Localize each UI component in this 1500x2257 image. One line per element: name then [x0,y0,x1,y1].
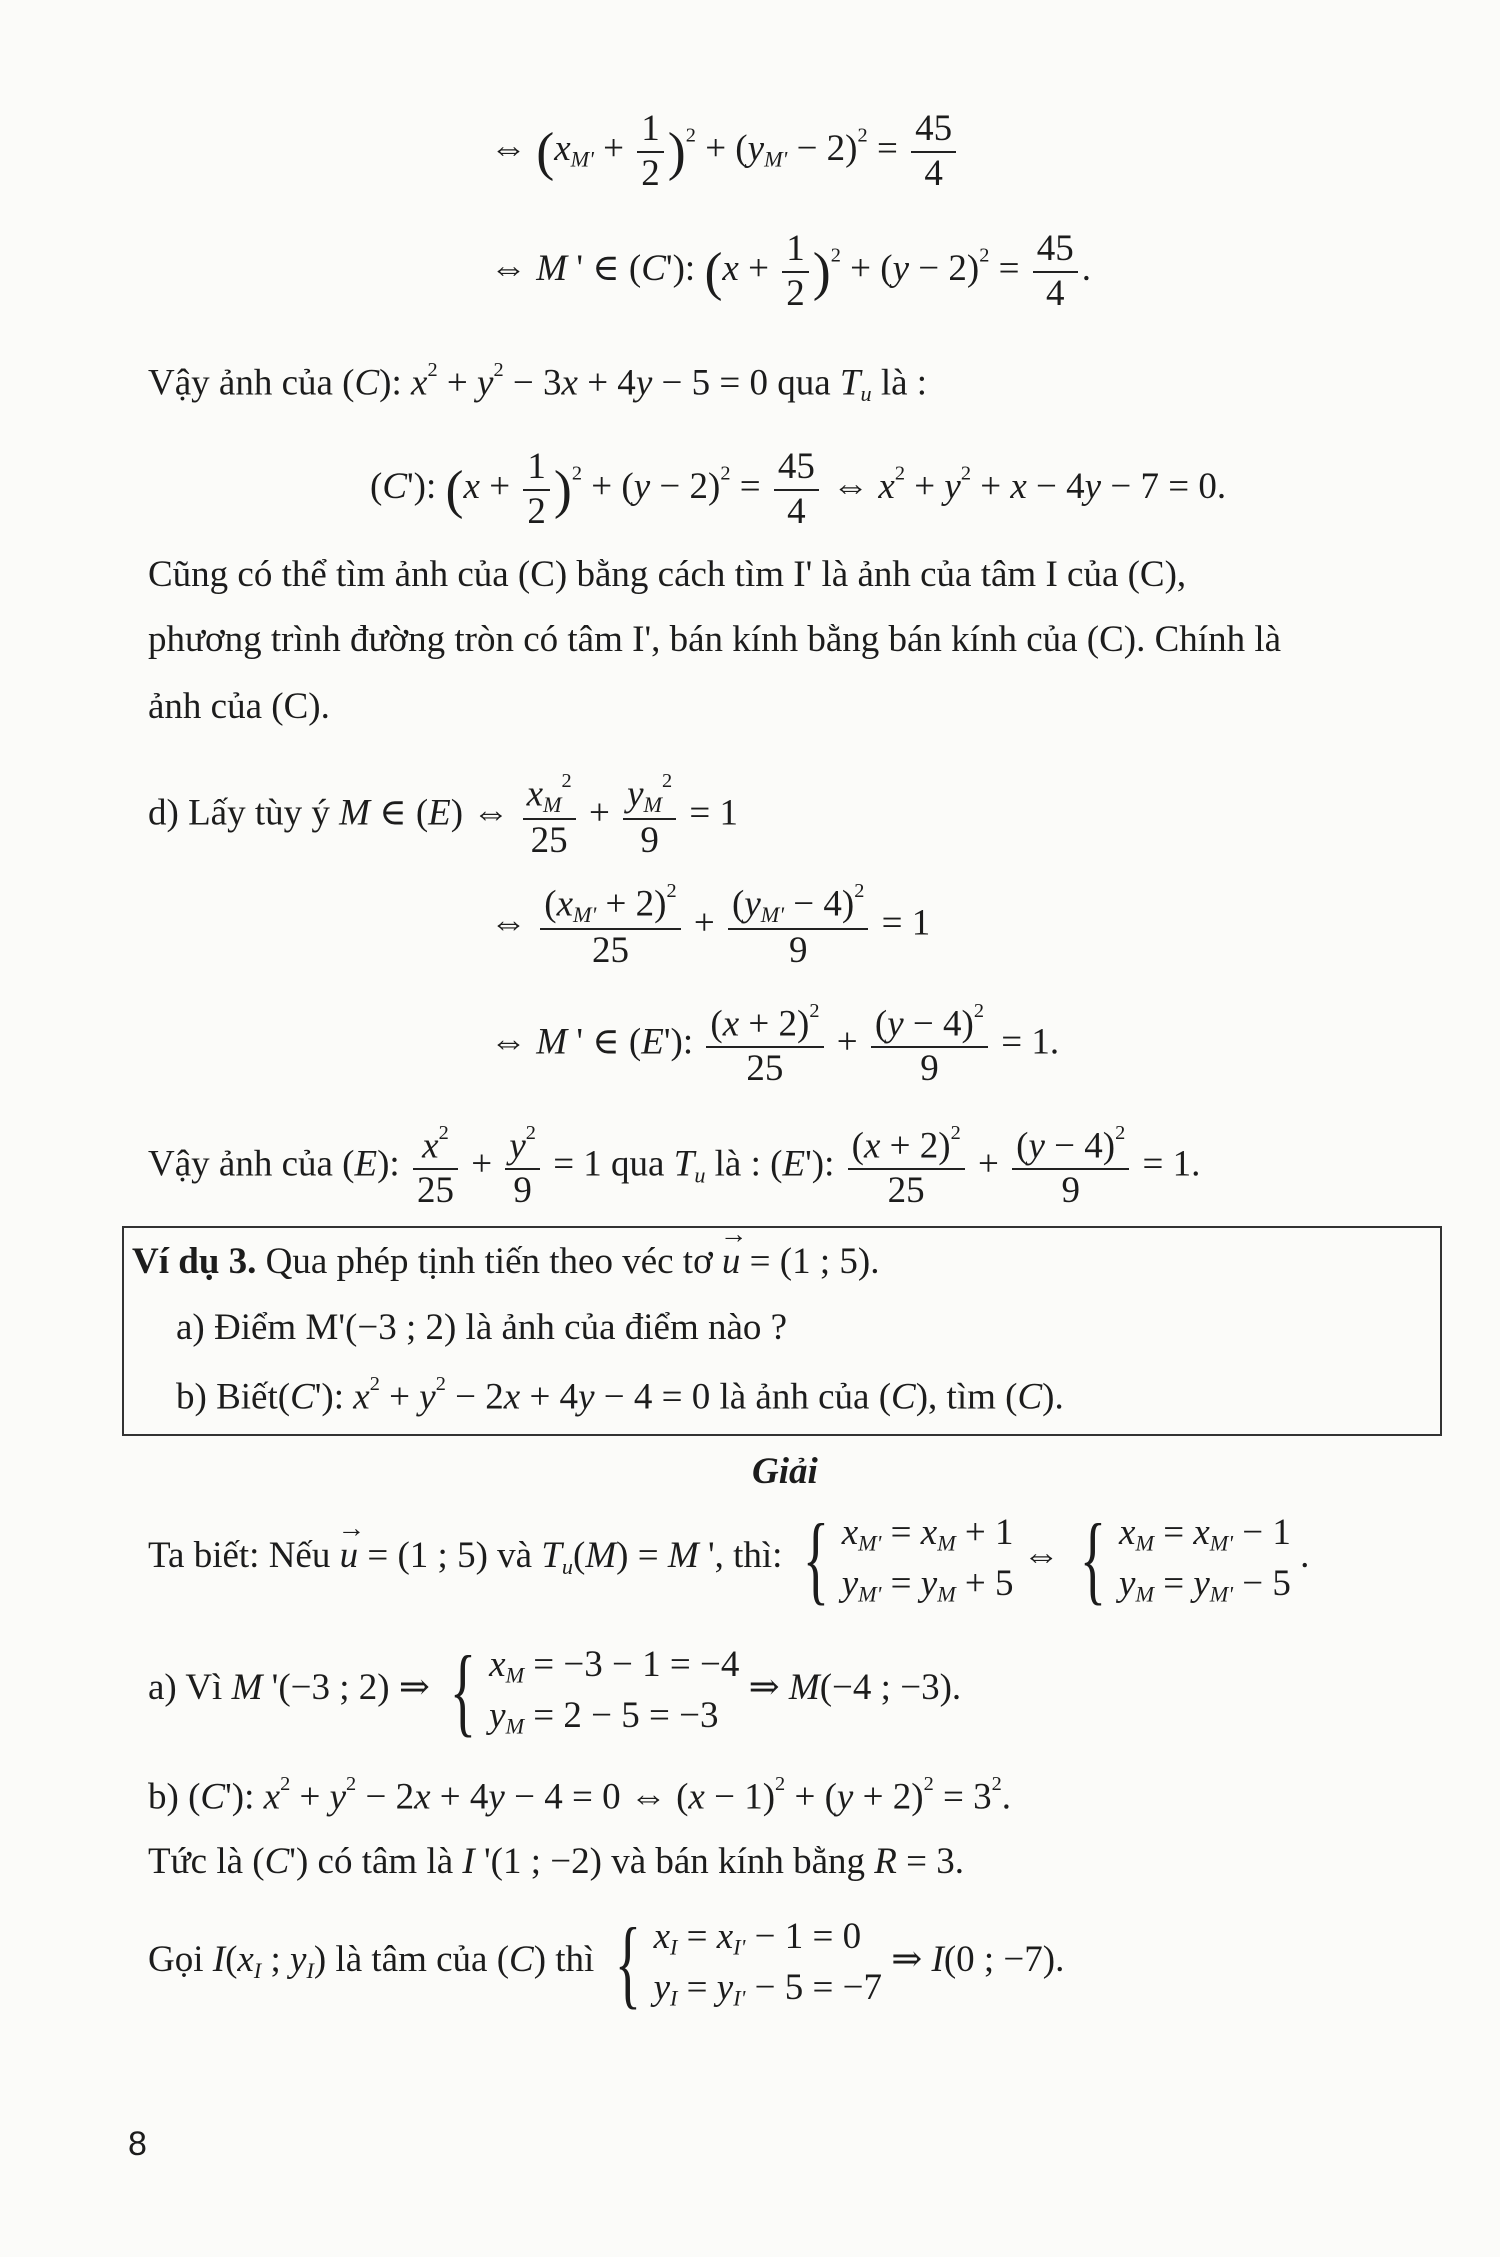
alt-method-line1: Cũng có thể tìm ảnh của (C) bằng cách tìm I' là ảnh của tâm I của (C), [148,554,1187,595]
part-d-line3: ⇔ M ' ∈ (E'): $\frac{(x + 2)^2}{25}$ + $\frac{(y - 4)^2}{9}$ = 1. [490,1000,1060,1089]
page-number: 8 [128,2125,147,2163]
solution-center: Tức là (C') có tâm là I '(1 ; −2) và bán kính bằng R = 3. [148,1841,964,1882]
solution-a: a) Vì M '(−3 ; 2) ⇒ { $x_M = -3 - 1 = -4$ $y_M = 2 - 5 = -3$ ⇒ M(−4 ; −3). [148,1634,962,1746]
example-statement: Ví dụ 3. Qua phép tịnh tiến theo véc tơ → u = (1 ; 5). [132,1240,879,1284]
solution-known: Ta biết: Nếu → u = (1 ; 5) và $T_u(M) = M$ ', thì: { $x_{M'} = x_M + 1$ $y_{M'} = y_M + 5$ ⇔ { $x_M = x_{M'} - 1$ $y_M = y_{M'} - 5$ . [148,1508,1309,1609]
c-result-equation: (C'): (x + $\frac{1}{2}$ )$^2 + (y - 2)^2$ = $\frac{45}{4}$ ⇔ $x^2 + y^2 + x - 4y - 7 = 0$. [370,446,1227,532]
example-part-a: a) Điểm M'(−3 ; 2) là ảnh của điểm nào ? [176,1307,788,1348]
solution-heading: Giải [752,1451,818,1492]
alt-method-line3: ảnh của (C). [148,686,330,727]
part-d-line2: ⇔ $\frac{(x_{M'} + 2)^2}{25}$ + $\frac{(y_{M'} - 4)^2}{9}$ = 1 [490,880,931,971]
alt-method-line2: phương trình đường tròn có tâm I', bán kính bằng bán kính của (C). Chính là [148,619,1282,660]
equation-step2: ⇔ M ' ∈ (C'): (x + $\frac{1}{2}$ )$^2 + (y - 2)^2$ = $\frac{45}{4}$ . [490,228,1092,314]
solution-b: b) (C'): $x^2 + y^2 - 2x + 4y - 4 = 0$ ⇔ $(x - 1)^2 + (y + 2)^2 = 3^2$. [148,1773,1012,1818]
part-d-result: Vậy ảnh của (E): $\frac{x^2}{25}$ + $\frac{y^2}{9}$ = 1 qua $T_u$ là : (E'): $\frac{(x + 2)^2}{25}$ + $\frac{(y - 4)^2}{9}$ = 1. [148,1122,1201,1211]
equation-step1: ⇔ ($x_{M'}$ + $\frac{1}{2}$ )$^2 + (y_{M'} - 2)^2$ = $\frac{45}{4}$ [490,108,960,195]
c-result-intro: Vậy ảnh của (C): $x^2 + y^2 - 3x + 4y - 5 = 0$ qua $T_u$ là : [148,359,928,406]
example-part-b: b) Biết(C'): $x^2 + y^2 - 2x + 4y - 4 = 0$ là ảnh của (C), tìm (C). [176,1373,1064,1418]
solution-last: Gọi $I(x_I$ ; $y_I$) là tâm của (C) thì { $x_I = x_{I'} - 1 = 0$ $y_I = y_{I'} - 5 = -7$ ⇒ I(0 ; −7). [148,1906,1065,2018]
part-d-line1: d) Lấy tùy ý M ∈ (E) ⇔ $\frac{x_M^2}{25}$ + $\frac{y_M^2}{9}$ = 1 [148,770,739,861]
